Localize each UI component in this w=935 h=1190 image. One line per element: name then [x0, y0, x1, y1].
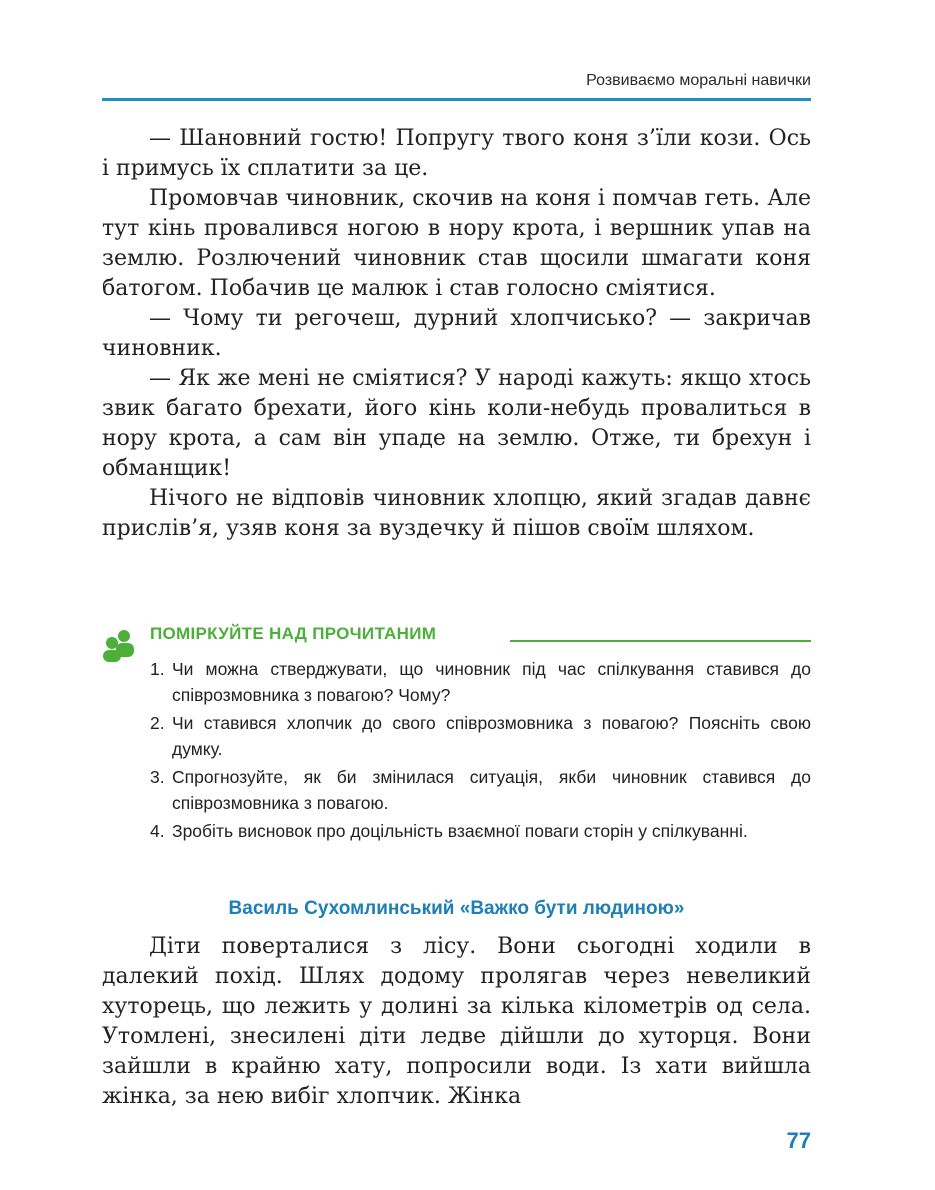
paragraph: — Шановний гостю! Попругу твого коня з’їли кози. Ось і примусь їх сплатити за це. [102, 126, 811, 181]
question-number: 2. [150, 713, 165, 733]
page-number: 77 [786, 1128, 811, 1153]
story-text [102, 124, 811, 544]
story-title: Василь Сухомлинський «Важко бути людиною» [228, 898, 685, 919]
paragraph: Нічого не відповів чиновник хлопцю, який згадав давнє прислів’я, узяв коня за вуздечку й пішов своїм шляхом. [102, 486, 811, 541]
think-section-header [102, 624, 811, 654]
paragraph: — Як же мені не сміятися? У народі кажуть: якщо хтось звик багато брехати, його кінь коли-небудь провалиться в нору крота, а сам він упаде на землю. Отже, ти брехун і обманщик! [102, 366, 811, 481]
header-rule [102, 98, 811, 101]
question-item [150, 818, 811, 844]
question-text: Зробіть висновок про доцільність взаємної поваги сторін у спілкуванні. [172, 821, 748, 841]
question-list [150, 656, 811, 846]
question-item [150, 710, 811, 762]
people-icon [102, 628, 136, 662]
question-text: Спрогнозуйте, як би змінилася ситуація, якби чиновник ставився до співрозмовника з повагою. [172, 767, 811, 813]
paragraph: Діти поверталися з лісу. Вони сьогодні ходили в далекий похід. Шлях додому пролягав через невеликий хуторець, що лежить у долині за кілька кілометрів од села. Утомлені, знесилені діти ледве дійшли до хуторця. Вони зайшли в крайню хату, попросили води. Із хати вийшла жінка, за нею вибіг хлопчик. Жінка [102, 934, 811, 1109]
question-text: Чи ставився хлопчик до свого співрозмовника з повагою? Поясніть свою думку. [172, 713, 811, 759]
think-section-rule [510, 640, 811, 642]
question-number: 1. [150, 659, 165, 679]
question-item [150, 764, 811, 816]
paragraph: — Чому ти регочеш, дурний хлопчисько? — закричав чиновник. [102, 306, 811, 361]
think-section-title: ПОМІРКУЙТЕ НАД ПРОЧИТАНИМ [150, 624, 437, 643]
running-header: Розвиваємо моральні навички [586, 72, 811, 89]
paragraph: Промовчав чиновник, скочив на коня і помчав геть. Але тут кінь провалився ногою в нору крота, і вершник упав на землю. Розлючений чиновник став щосили шмагати коня батогом. Побачив це малюк і став голосно сміятися. [102, 186, 811, 301]
question-number: 4. [150, 821, 165, 841]
question-text: Чи можна стверджувати, що чиновник під час спілкування ставився до співрозмовника з повагою? Чому? [172, 659, 811, 705]
question-item [150, 656, 811, 708]
story-text [102, 932, 811, 1112]
question-number: 3. [150, 767, 165, 787]
